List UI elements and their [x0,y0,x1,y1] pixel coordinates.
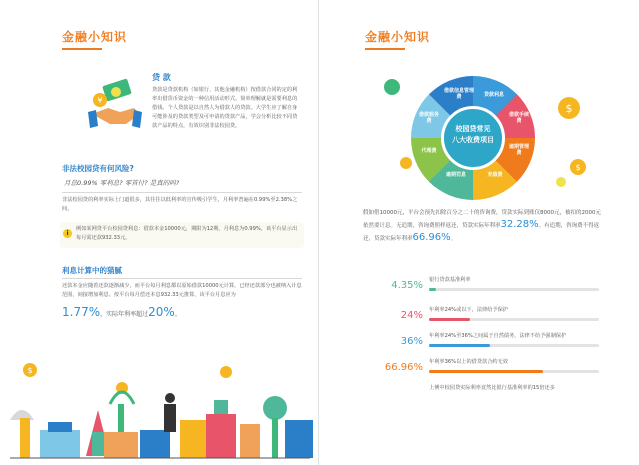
risk-divider [62,192,302,193]
trap-end: 。 [174,311,181,318]
city-illustration [0,360,318,465]
fee-example-rate-2: 66.96% [412,232,451,243]
svg-text:$: $ [27,366,33,375]
fee-wheel-center-text [441,124,505,146]
rate-value: 4.35% [391,280,423,291]
left-title-underline [62,48,102,50]
coin-icon [557,96,581,120]
rate-bar-track [429,288,599,291]
rate-bar-fill [429,370,543,373]
risk-handwritten: 月息0.99% 零利息? 零首付? 是真的吗? [64,179,180,187]
coin-icon [399,156,413,170]
rate-footnote: 上例中校园贷实际利率竟然比银行基准利率的15倍还多 [429,385,555,391]
wheel-center-line2: 八大收费项目 [452,136,494,144]
wheel-segment: 逾期管理费 [508,144,529,156]
fee-example-text-2: 。有追期，咨询费不得返还，贷款实际年利率 [363,223,600,242]
rate-bar-fill [429,318,470,321]
rate-value: 36% [400,336,423,347]
trap-divider [62,278,302,279]
coin-icon [383,78,401,96]
left-section-title: 金融小知识 [62,30,128,44]
rate-bar-fill [429,288,436,291]
trap-heading: 利息计算中的猫腻 [62,266,122,275]
left-page [0,0,319,465]
right-section-title: 金融小知识 [365,30,431,44]
rate-value: 66.96% [384,362,423,373]
wheel-center-line1: 校园贷常见 [455,125,491,133]
risk-body: 非法校园贷的利率实际上门道很多，其往往以低利率的宣传吸引学生，月利率普遍在0.99%至2.38%之间。 [62,197,298,212]
wheel-segment: 贷款利息 [483,92,504,98]
wheel-segment: 借款手续费 [508,112,529,124]
handshake-money-icon [86,78,144,134]
monthly-rate: 1.77% [62,305,101,319]
trap-body-text: 还款本金应随着还款逐渐减少，而平台每月利息都以原始借款10000元计算，已经还款部分也被纳入计息范围，间接增加利息。按平台每月偿还本息932.33元推算，该平台月息应为 [62,283,302,298]
loan-body: 贷款是贷款机构（如银行、其他金融机构）按借款合同的定的利率出借货币资金的一种信用活动形式。简单理解就是需要利息的借钱。个人贷款是以自然人为借款人的贷款。大学生应了解自身可能涉及的贷款类型及可申请的贷款产品，学会分析比较不同贷款产品的特点，有效识别非法校园贷。 [152,87,298,129]
trap-rates-line [62,305,181,319]
fee-example-rate-1: 32.28% [500,219,539,230]
coin-icon [555,176,567,188]
rate-bar-fill [429,344,490,347]
rate-desc: 银行贷款基准利率 [429,277,471,283]
risk-heading: 非法校园贷有何风险? [62,164,134,173]
info-icon: i [63,229,72,238]
wheel-segment: 逾期罚息 [445,172,466,178]
trap-actual-text: ，实际年利率超过 [100,311,149,318]
rate-desc: 年利率36%以上的借贷款合约无效 [429,359,508,365]
svg-text:$: $ [565,102,573,115]
svg-text:$: $ [575,163,581,172]
wheel-segment: 代理费 [421,148,437,154]
wheel-segment: 借款信息管理费 [443,88,474,100]
right-page [319,0,639,465]
coin-icon [569,158,587,176]
fee-example [363,208,603,245]
loan-heading: 贷 款 [152,73,171,82]
right-title-underline [365,48,405,50]
wheel-segment: 借款服务费 [418,112,439,124]
rate-desc: 年利率24%至36%之间属于自然债务，法律不给予强制保护 [429,333,567,339]
fee-example-text-3: 。 [450,236,457,242]
rate-value: 24% [400,310,423,321]
trap-body [62,282,302,300]
wheel-segment: 充值费 [487,172,503,178]
annual-rate: 20% [148,305,175,319]
fee-example-text-1: 假如借10000元，平台会预先扣除百分之二十的咨询费，贷款实际到账仅8000元，被扣的2000元依然要计息。无追期，咨询费照样返还，贷款实际年利率 [363,210,601,229]
risk-example: 例如某网贷平台校园贷利息：借款本金10000元，期限为12期，月利息为0.99%，该平台显示出每月需还款932.33元。 [76,226,298,241]
svg-text:¥: ¥ [97,96,103,105]
rate-desc: 年利率24%或以下，法律给予保护 [429,307,508,313]
